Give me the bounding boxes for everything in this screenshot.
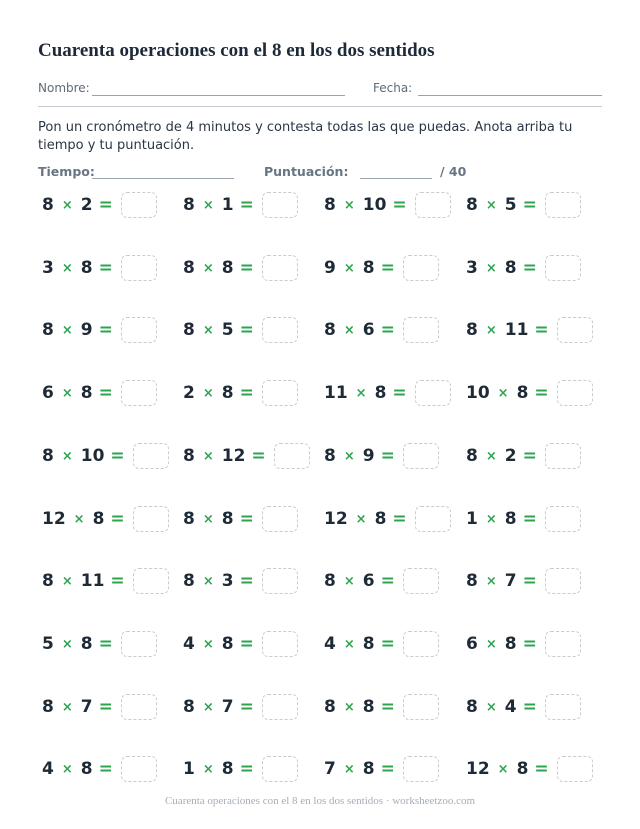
factor-right: 8 xyxy=(516,383,529,403)
equals-sign: = xyxy=(98,759,113,779)
equals-sign: = xyxy=(239,320,254,340)
factor-left: 8 xyxy=(42,571,54,591)
factor-left: 4 xyxy=(324,634,336,654)
times-sign: × xyxy=(202,511,214,527)
times-sign: × xyxy=(73,511,85,527)
problem-item xyxy=(466,690,581,724)
times-sign: × xyxy=(61,636,73,652)
factor-left: 8 xyxy=(183,320,195,340)
times-sign: × xyxy=(355,511,367,527)
factor-left: 8 xyxy=(42,195,54,215)
times-sign: × xyxy=(61,448,73,464)
name-label: Nombre: xyxy=(38,81,90,95)
equals-sign: = xyxy=(239,195,254,215)
worksheet-title: Cuarenta operaciones con el 8 en los dos sentidos xyxy=(38,40,435,61)
equals-sign: = xyxy=(239,509,254,529)
equals-sign: = xyxy=(98,195,113,215)
equals-sign: = xyxy=(380,320,395,340)
times-sign: × xyxy=(202,260,214,276)
problem-item xyxy=(183,376,298,410)
factor-right: 3 xyxy=(221,571,234,591)
equals-sign: = xyxy=(522,509,537,529)
factor-right: 8 xyxy=(80,759,93,779)
times-sign: × xyxy=(343,699,355,715)
problem-item xyxy=(42,376,157,410)
header-divider xyxy=(38,106,602,107)
instructions-text: Pon un cronómetro de 4 minutos y contesta todas las que puedas. Anota arriba tu tiempo y tu puntuación. xyxy=(38,120,573,153)
answer-box[interactable] xyxy=(133,568,169,594)
problem-item xyxy=(42,564,169,598)
times-sign: × xyxy=(61,761,73,777)
equals-sign: = xyxy=(98,258,113,278)
answer-box[interactable] xyxy=(133,443,169,469)
answer-box[interactable] xyxy=(121,380,157,406)
factor-right: 9 xyxy=(362,446,375,466)
equals-sign: = xyxy=(522,446,537,466)
equals-sign: = xyxy=(110,571,125,591)
factor-left: 10 xyxy=(466,383,490,403)
score-line[interactable] xyxy=(360,178,432,179)
factor-left: 8 xyxy=(324,571,336,591)
equals-sign: = xyxy=(251,446,266,466)
factor-right: 8 xyxy=(374,383,387,403)
factor-right: 8 xyxy=(221,634,234,654)
equals-sign: = xyxy=(522,697,537,717)
answer-box[interactable] xyxy=(545,255,581,281)
problem-item xyxy=(324,313,439,347)
factor-right: 8 xyxy=(504,634,517,654)
times-sign: × xyxy=(497,385,509,401)
times-sign: × xyxy=(202,197,214,213)
factor-left: 9 xyxy=(324,258,336,278)
factor-right: 2 xyxy=(80,195,93,215)
equals-sign: = xyxy=(239,571,254,591)
answer-box[interactable] xyxy=(262,568,298,594)
equals-sign: = xyxy=(239,634,254,654)
factor-left: 3 xyxy=(466,258,478,278)
equals-sign: = xyxy=(110,446,125,466)
times-sign: × xyxy=(343,573,355,589)
factor-right: 8 xyxy=(80,258,93,278)
problem-item xyxy=(42,188,157,222)
answer-box[interactable] xyxy=(545,192,581,218)
times-sign: × xyxy=(343,448,355,464)
factor-left: 4 xyxy=(42,759,54,779)
times-sign: × xyxy=(485,573,497,589)
answer-box[interactable] xyxy=(403,317,439,343)
problem-item xyxy=(324,188,451,222)
times-sign: × xyxy=(485,260,497,276)
problem-item xyxy=(183,251,298,285)
problem-item xyxy=(466,313,593,347)
equals-sign: = xyxy=(392,509,407,529)
answer-box[interactable] xyxy=(262,694,298,720)
times-sign: × xyxy=(343,761,355,777)
equals-sign: = xyxy=(110,509,125,529)
equals-sign: = xyxy=(380,697,395,717)
factor-right: 12 xyxy=(221,446,246,466)
time-line[interactable] xyxy=(92,178,234,179)
equals-sign: = xyxy=(522,258,537,278)
answer-box[interactable] xyxy=(262,756,298,782)
factor-right: 2 xyxy=(504,446,517,466)
times-sign: × xyxy=(61,322,73,338)
factor-left: 2 xyxy=(183,383,195,403)
factor-left: 8 xyxy=(42,320,54,340)
answer-box[interactable] xyxy=(121,631,157,657)
equals-sign: = xyxy=(522,634,537,654)
equals-sign: = xyxy=(392,195,407,215)
answer-box[interactable] xyxy=(545,568,581,594)
times-sign: × xyxy=(61,699,73,715)
times-sign: × xyxy=(343,636,355,652)
equals-sign: = xyxy=(534,759,549,779)
problem-item xyxy=(183,188,298,222)
equals-sign: = xyxy=(239,383,254,403)
equals-sign: = xyxy=(380,446,395,466)
factor-right: 7 xyxy=(80,697,93,717)
equals-sign: = xyxy=(380,634,395,654)
factor-right: 7 xyxy=(504,571,517,591)
answer-box[interactable] xyxy=(262,255,298,281)
problem-item xyxy=(42,627,157,661)
equals-sign: = xyxy=(239,697,254,717)
factor-right: 8 xyxy=(362,697,375,717)
problem-item xyxy=(183,627,298,661)
factor-left: 8 xyxy=(183,258,195,278)
answer-box[interactable] xyxy=(403,443,439,469)
problem-item xyxy=(466,752,593,786)
date-label: Fecha: xyxy=(373,81,413,95)
factor-left: 8 xyxy=(466,571,478,591)
times-sign: × xyxy=(343,197,355,213)
factor-right: 10 xyxy=(80,446,105,466)
times-sign: × xyxy=(355,385,367,401)
problem-item xyxy=(324,439,439,473)
problem-item xyxy=(42,502,169,536)
answer-box[interactable] xyxy=(415,506,451,532)
answer-box[interactable] xyxy=(403,694,439,720)
problem-item xyxy=(324,376,451,410)
times-sign: × xyxy=(202,699,214,715)
factor-left: 8 xyxy=(42,697,54,717)
factor-left: 8 xyxy=(183,446,195,466)
factor-left: 8 xyxy=(324,697,336,717)
date-line[interactable] xyxy=(418,95,602,96)
problem-item xyxy=(183,690,298,724)
times-sign: × xyxy=(497,761,509,777)
problem-item xyxy=(324,564,439,598)
factor-left: 8 xyxy=(466,195,478,215)
times-sign: × xyxy=(61,197,73,213)
problem-item xyxy=(183,439,310,473)
factor-left: 3 xyxy=(42,258,54,278)
factor-left: 8 xyxy=(466,446,478,466)
factor-left: 1 xyxy=(183,759,195,779)
factor-left: 11 xyxy=(324,383,348,403)
equals-sign: = xyxy=(380,258,395,278)
factor-right: 8 xyxy=(221,383,234,403)
factor-left: 8 xyxy=(324,195,336,215)
problem-item xyxy=(324,627,439,661)
times-sign: × xyxy=(202,322,214,338)
factor-right: 8 xyxy=(504,258,517,278)
problem-item xyxy=(324,690,439,724)
factor-right: 5 xyxy=(221,320,234,340)
factor-left: 12 xyxy=(466,759,490,779)
answer-box[interactable] xyxy=(121,255,157,281)
factor-left: 4 xyxy=(183,634,195,654)
problem-item xyxy=(466,251,581,285)
problem-item xyxy=(42,690,157,724)
times-sign: × xyxy=(485,699,497,715)
equals-sign: = xyxy=(534,383,549,403)
answer-box[interactable] xyxy=(545,443,581,469)
equals-sign: = xyxy=(98,383,113,403)
factor-right: 8 xyxy=(80,383,93,403)
answer-box[interactable] xyxy=(262,317,298,343)
times-sign: × xyxy=(202,761,214,777)
factor-right: 8 xyxy=(221,759,234,779)
times-sign: × xyxy=(61,385,73,401)
times-sign: × xyxy=(485,197,497,213)
problem-grid xyxy=(0,188,640,788)
equals-sign: = xyxy=(98,634,113,654)
times-sign: × xyxy=(202,573,214,589)
time-label: Tiempo: xyxy=(38,164,95,179)
answer-box[interactable] xyxy=(415,192,451,218)
problem-item xyxy=(466,376,593,410)
factor-left: 8 xyxy=(324,446,336,466)
factor-right: 5 xyxy=(504,195,517,215)
answer-box[interactable] xyxy=(274,443,310,469)
factor-left: 8 xyxy=(183,509,195,529)
answer-box[interactable] xyxy=(262,631,298,657)
factor-right: 8 xyxy=(80,634,93,654)
factor-left: 8 xyxy=(183,571,195,591)
problem-item xyxy=(42,752,157,786)
problem-item xyxy=(466,188,581,222)
answer-box[interactable] xyxy=(121,756,157,782)
answer-box[interactable] xyxy=(403,631,439,657)
answer-box[interactable] xyxy=(121,317,157,343)
factor-left: 8 xyxy=(183,195,195,215)
times-sign: × xyxy=(485,511,497,527)
equals-sign: = xyxy=(98,697,113,717)
answer-box[interactable] xyxy=(557,317,593,343)
problem-item xyxy=(324,502,451,536)
answer-box[interactable] xyxy=(403,255,439,281)
factor-left: 8 xyxy=(183,697,195,717)
times-sign: × xyxy=(61,573,73,589)
times-sign: × xyxy=(485,636,497,652)
factor-left: 8 xyxy=(466,697,478,717)
equals-sign: = xyxy=(392,383,407,403)
answer-box[interactable] xyxy=(557,380,593,406)
factor-left: 8 xyxy=(42,446,54,466)
times-sign: × xyxy=(202,448,214,464)
answer-box[interactable] xyxy=(545,631,581,657)
times-sign: × xyxy=(202,385,214,401)
factor-left: 6 xyxy=(42,383,54,403)
answer-box[interactable] xyxy=(403,756,439,782)
factor-right: 8 xyxy=(362,634,375,654)
equals-sign: = xyxy=(522,195,537,215)
problem-item xyxy=(466,627,581,661)
factor-right: 8 xyxy=(504,509,517,529)
factor-right: 7 xyxy=(221,697,234,717)
problem-item xyxy=(183,502,298,536)
factor-right: 8 xyxy=(516,759,529,779)
answer-box[interactable] xyxy=(545,506,581,532)
factor-right: 9 xyxy=(80,320,93,340)
equals-sign: = xyxy=(380,571,395,591)
problem-item xyxy=(42,439,169,473)
problem-item xyxy=(324,752,439,786)
times-sign: × xyxy=(202,636,214,652)
answer-box[interactable] xyxy=(262,192,298,218)
equals-sign: = xyxy=(239,258,254,278)
equals-sign: = xyxy=(380,759,395,779)
equals-sign: = xyxy=(534,320,549,340)
factor-right: 8 xyxy=(374,509,387,529)
problem-item xyxy=(466,439,581,473)
problem-item xyxy=(42,313,157,347)
factor-right: 8 xyxy=(92,509,105,529)
factor-right: 11 xyxy=(80,571,105,591)
answer-box[interactable] xyxy=(557,756,593,782)
problem-item xyxy=(466,502,581,536)
factor-right: 10 xyxy=(362,195,387,215)
answer-box[interactable] xyxy=(121,694,157,720)
footer-text: Cuarenta operaciones con el 8 en los dos sentidos · worksheetzoo.com xyxy=(164,795,476,807)
factor-right: 8 xyxy=(221,509,234,529)
factor-left: 5 xyxy=(42,634,54,654)
problem-item xyxy=(466,564,581,598)
problem-item xyxy=(183,564,298,598)
factor-left: 1 xyxy=(466,509,478,529)
times-sign: × xyxy=(343,322,355,338)
factor-right: 8 xyxy=(362,258,375,278)
factor-right: 6 xyxy=(362,320,375,340)
factor-left: 12 xyxy=(42,509,66,529)
score-label: Puntuación: xyxy=(264,164,349,179)
times-sign: × xyxy=(61,260,73,276)
problem-item xyxy=(324,251,439,285)
factor-right: 8 xyxy=(362,759,375,779)
factor-right: 6 xyxy=(362,571,375,591)
factor-right: 11 xyxy=(504,320,529,340)
answer-box[interactable] xyxy=(262,380,298,406)
times-sign: × xyxy=(343,260,355,276)
times-sign: × xyxy=(485,448,497,464)
answer-box[interactable] xyxy=(121,192,157,218)
factor-left: 8 xyxy=(466,320,478,340)
problem-item xyxy=(183,752,298,786)
times-sign: × xyxy=(485,322,497,338)
factor-left: 12 xyxy=(324,509,348,529)
factor-right: 4 xyxy=(504,697,517,717)
factor-left: 8 xyxy=(324,320,336,340)
answer-box[interactable] xyxy=(415,380,451,406)
factor-left: 6 xyxy=(466,634,478,654)
answer-box[interactable] xyxy=(545,694,581,720)
factor-left: 7 xyxy=(324,759,336,779)
name-line[interactable] xyxy=(92,95,345,96)
equals-sign: = xyxy=(239,759,254,779)
factor-right: 8 xyxy=(221,258,234,278)
score-total: / 40 xyxy=(440,164,467,179)
answer-box[interactable] xyxy=(262,506,298,532)
equals-sign: = xyxy=(522,571,537,591)
factor-right: 1 xyxy=(221,195,234,215)
answer-box[interactable] xyxy=(403,568,439,594)
problem-item xyxy=(183,313,298,347)
problem-item xyxy=(42,251,157,285)
answer-box[interactable] xyxy=(133,506,169,532)
equals-sign: = xyxy=(98,320,113,340)
